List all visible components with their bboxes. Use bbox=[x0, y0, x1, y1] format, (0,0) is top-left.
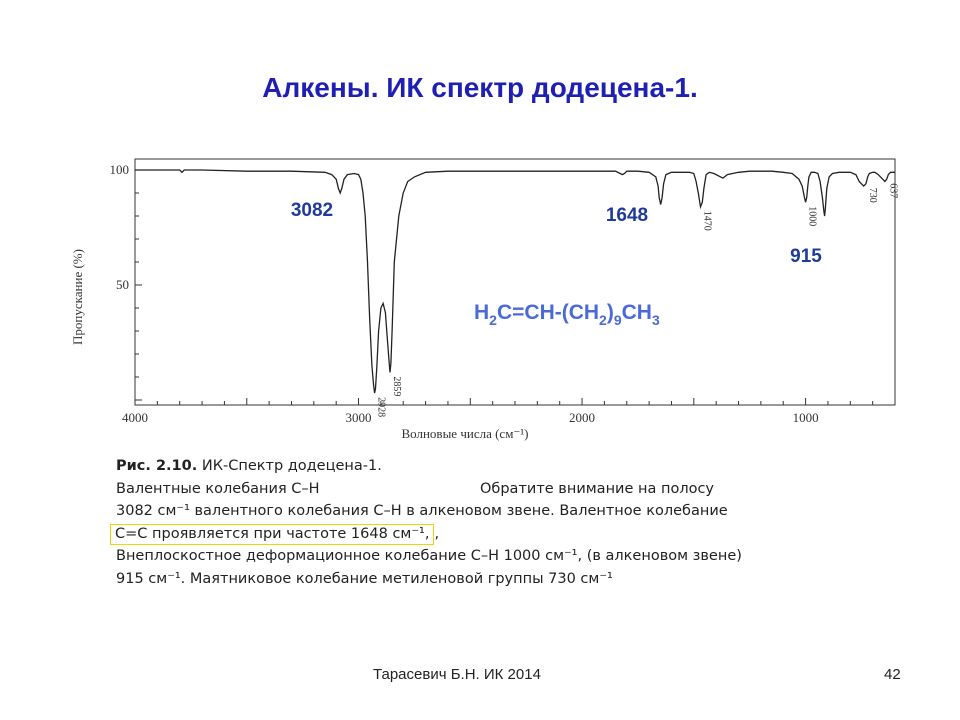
caption-text: , bbox=[434, 525, 440, 542]
spectrum-line bbox=[135, 170, 895, 393]
band-annotations bbox=[291, 200, 822, 267]
peak-label: 1470 bbox=[701, 210, 713, 231]
caption-figure-title: ИК-Спектр додецена-1. bbox=[197, 458, 382, 474]
caption-text: Внеплоскостное деформационное колебание С–Н 1000 см⁻¹, (в алкеновом звене) bbox=[116, 548, 742, 564]
band-annotation: 1648 bbox=[605, 205, 649, 226]
caption-line bbox=[116, 545, 856, 568]
caption-text: Валентные колебания С–Н bbox=[116, 480, 320, 497]
band-annotation: 3082 bbox=[290, 200, 334, 221]
peak-label: 2928 bbox=[375, 397, 387, 418]
peak-label: 730 bbox=[866, 187, 878, 203]
peak-label: 637 bbox=[887, 183, 899, 199]
structural-formula bbox=[474, 301, 660, 328]
caption-highlight: С=С проявляется при частоте 1648 см⁻¹, bbox=[110, 524, 434, 545]
caption-line bbox=[116, 500, 856, 523]
x-tick-label: 4000 bbox=[122, 410, 148, 425]
formula-sub: 3 bbox=[651, 312, 660, 328]
caption-figure-label: Рис. 2.10. bbox=[116, 458, 198, 474]
peak-label: 1000 bbox=[806, 206, 818, 227]
slide-title: Алкены. ИК спектр додецена-1. bbox=[262, 72, 698, 103]
formula-part: C=CH-(CH bbox=[496, 301, 600, 324]
chart-ticks bbox=[110, 162, 873, 425]
x-tick-label: 1000 bbox=[792, 410, 819, 425]
caption-text: 3082 см⁻¹ валентного колебания С–Н в алкеновом звене. Валентное колебание bbox=[116, 503, 728, 519]
formula-part: H bbox=[474, 301, 490, 324]
formula-part: ) bbox=[606, 301, 614, 324]
caption-note: Обратите внимание на полосу bbox=[480, 480, 715, 497]
plot-frame bbox=[135, 159, 895, 405]
figure-caption bbox=[116, 455, 856, 590]
caption-line bbox=[116, 478, 856, 501]
page-number: 42 bbox=[884, 666, 901, 683]
caption-line bbox=[116, 568, 856, 591]
chart-axes bbox=[135, 159, 895, 405]
x-tick-label: 3000 bbox=[345, 410, 372, 425]
caption-line bbox=[116, 455, 856, 478]
x-axis-label: Волновые числа (см⁻¹) bbox=[401, 426, 529, 441]
formula-part: CH bbox=[621, 301, 652, 324]
x-tick-label: 2000 bbox=[569, 410, 596, 425]
peak-label: 2859 bbox=[391, 376, 403, 397]
formula-sub: 2 bbox=[599, 312, 607, 328]
y-tick-label: 50 bbox=[116, 277, 129, 292]
band-annotation: 915 bbox=[790, 246, 822, 267]
caption-line bbox=[116, 523, 856, 546]
formula-sub: 2 bbox=[489, 312, 497, 328]
y-axis-label: Пропускание (%) bbox=[70, 249, 85, 345]
formula-sub: 9 bbox=[613, 312, 622, 328]
footer-author: Тарасевич Б.Н. ИК 2014 bbox=[373, 666, 541, 683]
caption-text: 915 см⁻¹. Маятниковое колебание метиленовой группы 730 см⁻¹ bbox=[116, 570, 613, 587]
y-tick-label: 100 bbox=[109, 162, 129, 177]
